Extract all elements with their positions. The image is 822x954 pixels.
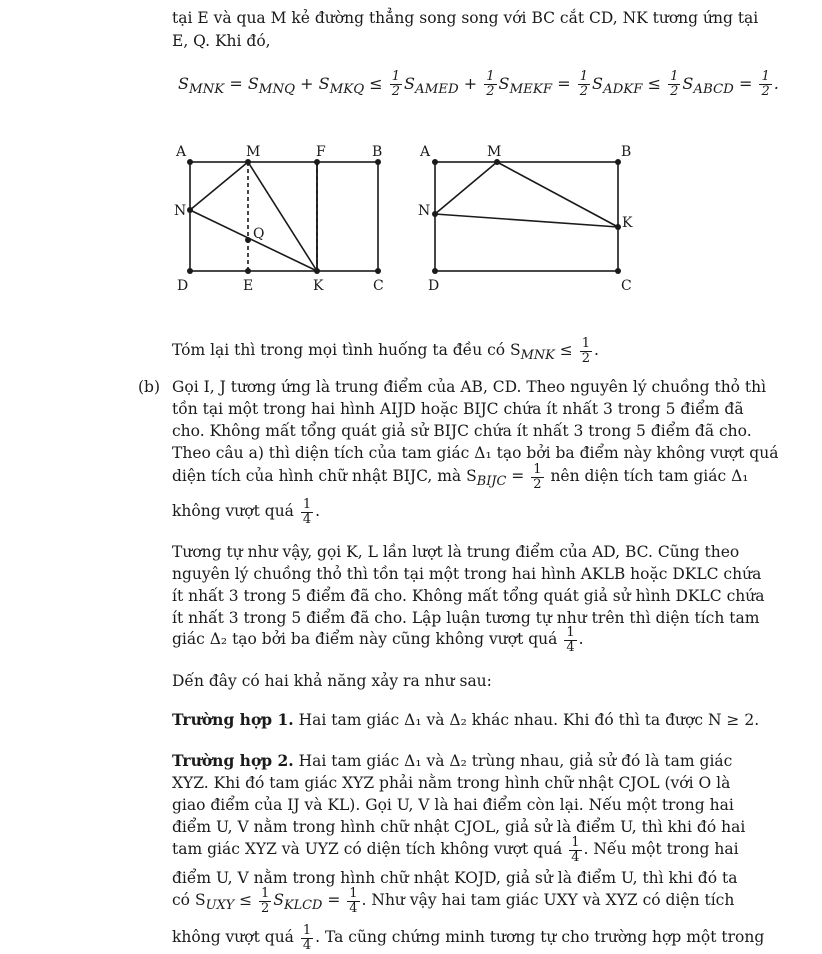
label-A: A [176, 144, 187, 160]
text-line: ít nhất 3 trong 5 điểm đã cho. Lập luận tương tự như trên thì diện tích tam [172, 609, 760, 627]
label-B: B [621, 144, 632, 160]
text-line: không vượt quá $\frac{1}{4}$ . [172, 496, 321, 527]
text-line: điểm U, V nằm trong hình chữ nhật KOJD, giả sử là điểm U, thì khi đó ta [172, 869, 738, 887]
text-line: giao điểm của IJ và KL). Gọi U, V là hai điểm còn lại. Nếu một trong hai [172, 796, 734, 814]
part-b-label: (b) [138, 378, 161, 396]
text-line: Tương tự như vậy, gọi K, L lần lượt là trung điểm của AD, BC. Cũng theo [172, 543, 740, 561]
label-C: C [373, 278, 384, 294]
text-line: diện tích của hình chữ nhật BIJC, mà $S_{BIJC}$ = $\frac{1}{2}$ nên diện tích tam giác Δ₁ [172, 461, 749, 492]
text-line: có $S_{UXY}$ ≤ $\frac{1}{2}$ $S_{KLCD}$ = $\frac{1}{4}$ . Như vậy hai tam giác UXY và XYZ có diện tích [172, 885, 735, 916]
label-K: K [622, 215, 633, 231]
text-line: không vượt quá $\frac{1}{4}$ . Ta cũng chứng minh tương tự cho trường hợp một trong [172, 922, 765, 953]
text-line: giác Δ₂ tạo bởi ba điểm này cũng không vượt quá $\frac{1}{4}$ . [172, 624, 584, 655]
case-2: Trường hợp 2. Hai tam giác Δ₁ và Δ₂ trùng nhau, giả sử đó là tam giác [172, 751, 733, 770]
label-D: D [428, 278, 440, 294]
text-line: Theo câu a) thì diện tích của tam giác Δ₁ tạo bởi ba điểm này không vượt quá [172, 444, 779, 462]
text-line: E, Q. Khi đó, [172, 32, 271, 50]
case-1: Trường hợp 1. Hai tam giác Δ₁ và Δ₂ khác nhau. Khi đó thì ta được N ≥ 2. [172, 710, 760, 729]
text-line: XYZ. Khi đó tam giác XYZ phải nằm trong hình chữ nhật CJOL (với O là [172, 774, 731, 792]
label-K: K [313, 278, 324, 294]
label-A: A [420, 144, 431, 160]
summary-line: Tóm lại thì trong mọi tình huống ta đều có $S_{MNK}$ ≤ $\frac{1}{2}$ . [172, 335, 599, 366]
label-B: B [372, 144, 383, 160]
label-Q: Q [253, 226, 265, 242]
label-F: F [316, 144, 326, 160]
figure-2 [435, 162, 618, 271]
figure-1 [190, 162, 378, 271]
text-line: tam giác XYZ và UYZ có diện tích không vượt quá $\frac{1}{4}$ . Nếu một trong hai [172, 834, 739, 865]
text-line: ít nhất 3 trong 5 điểm đã cho. Không mất tổng quát giả sử hình DKLC chứa [172, 587, 765, 605]
label-D: D [177, 278, 189, 294]
label-M: M [487, 144, 502, 160]
text-line: Dến đây có hai khả năng xảy ra như sau: [172, 672, 492, 690]
label-N: N [418, 203, 431, 219]
text-line: điểm U, V nằm trong hình chữ nhật CJOL, giả sử là điểm U, thì khi đó hai [172, 818, 746, 836]
geometry-figures [0, 138, 822, 328]
label-N: N [174, 203, 187, 219]
text-line: cho. Không mất tổng quát giả sử BIJC chứa ít nhất 3 trong 5 điểm đã cho. [172, 422, 752, 440]
text-line: tồn tại một trong hai hình AIJD hoặc BIJC chứa ít nhất 3 trong 5 điểm đã [172, 400, 744, 418]
label-M: M [246, 144, 261, 160]
text-line: nguyên lý chuồng thỏ thì tồn tại một trong hai hình AKLB hoặc DKLC chứa [172, 565, 762, 583]
text-line: tại E và qua M kẻ đường thẳng song song với BC cắt CD, NK tương ứng tại [172, 9, 759, 27]
label-C: C [621, 278, 632, 294]
label-E: E [243, 278, 254, 294]
text-line: Gọi I, J tương ứng là trung điểm của AB, CD. Theo nguyên lý chuồng thỏ thì [172, 378, 767, 396]
area-equation: $S_{MNK} = S_{MNQ} + S_{MKQ}$ ≤ $\frac{1}{2}$ $S_{AMED}$ + $\frac{1}{2}$ $S_{MEKF}$ = $\frac{1}{2}$ $S_{ADKF}$ ≤ $\frac{1}{2}$ $S_{ABCD}$ = $\frac{1}{2}$ . [178, 69, 779, 99]
